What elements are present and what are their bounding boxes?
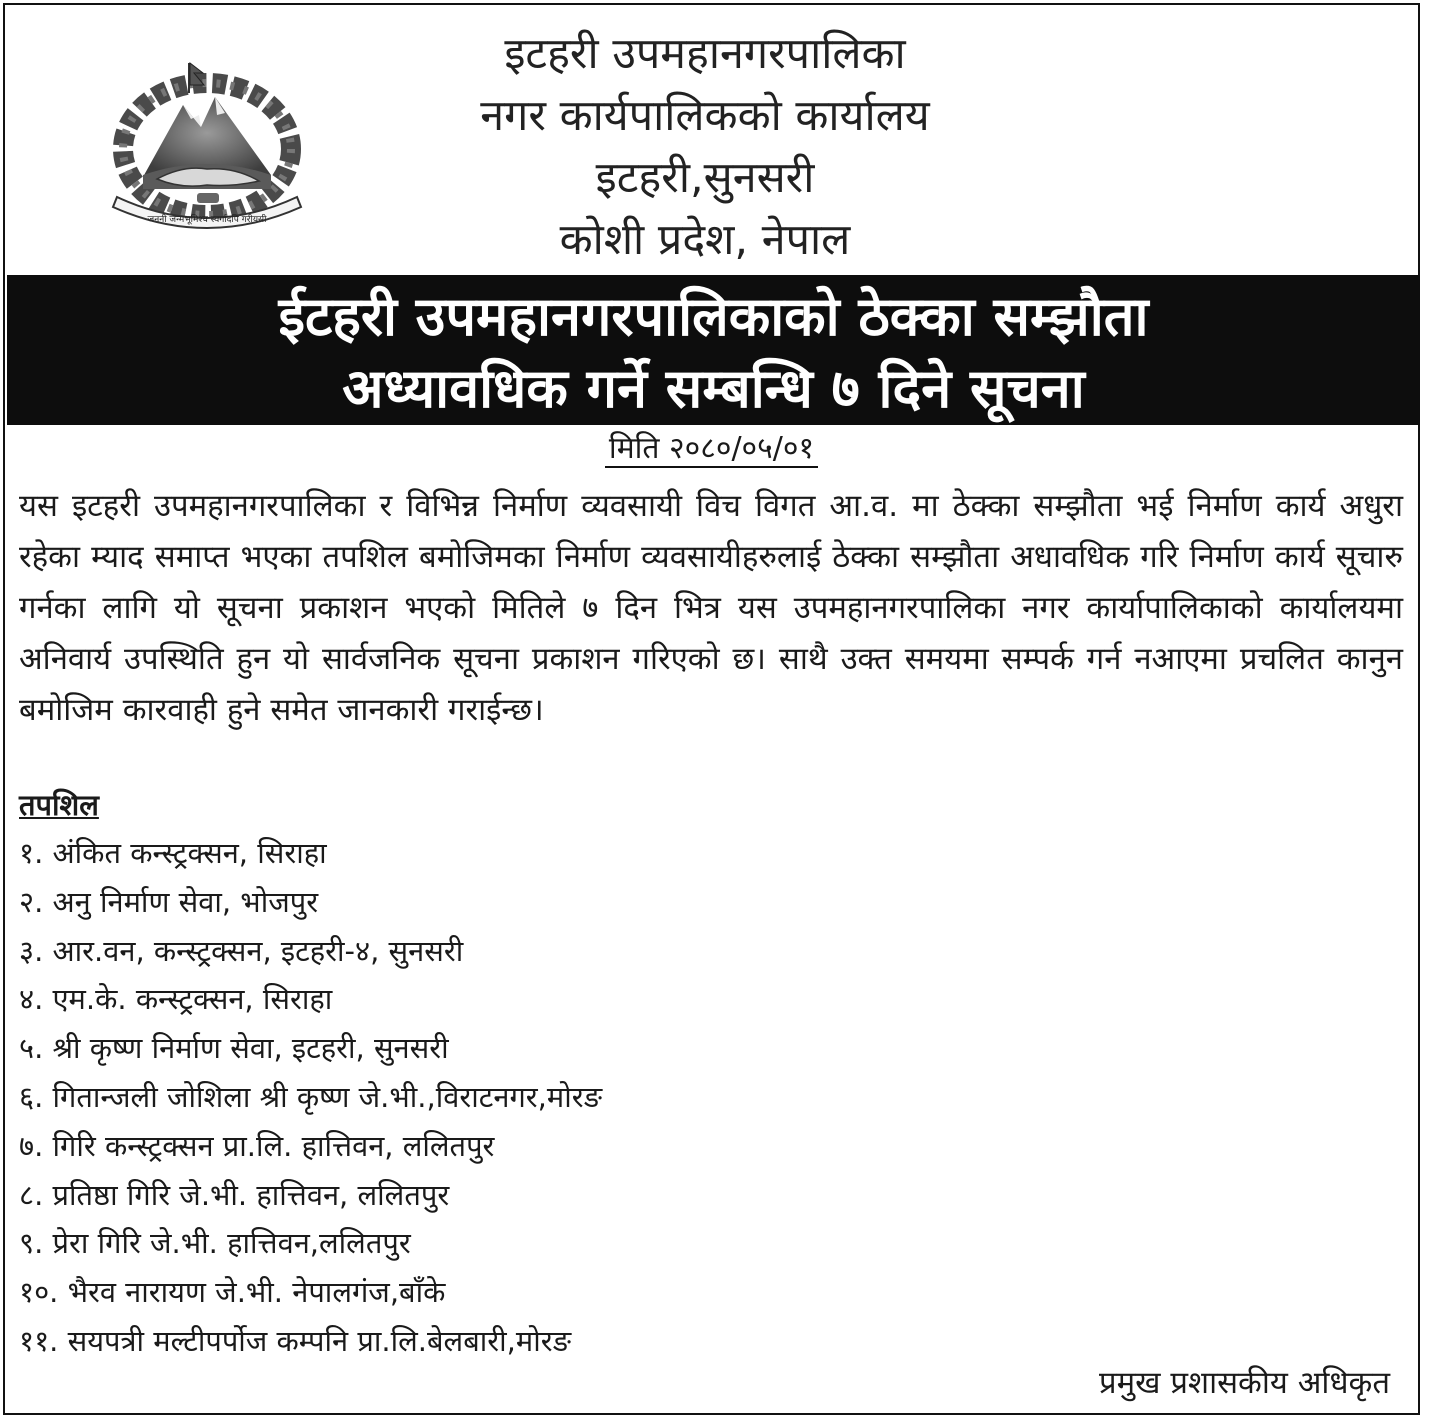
list-item: ११. सयपत्री मल्टीपर्पोज कम्पनि प्रा.लि.बेलबारी,मोरङ: [19, 1323, 572, 1358]
list-title: तपशिल: [19, 788, 99, 822]
notice-date: [5, 429, 1418, 469]
office-province: कोशी प्रदेश, नेपाल: [559, 215, 851, 265]
list-item: ४. एम.के. कन्स्ट्रक्सन, सिराहा: [19, 982, 333, 1017]
notice-title-line2: अध्यावधिक गर्ने सम्बन्धि ७ दिने सूचना: [342, 357, 1085, 420]
notice-date-text: मिति २०८०/०५/०१: [605, 431, 818, 468]
office-location: इटहरी,सुनसरी: [595, 153, 815, 203]
nepal-emblem-icon: [103, 57, 311, 235]
emblem-motto: जननी जन्मभूमिश्च स्वर्गादपि गरीयसी: [147, 215, 267, 225]
list-item: ७. गिरि कन्स्ट्रक्सन प्रा.लि. हात्तिवन, ललितपुर: [19, 1128, 495, 1163]
list-item: ९. प्रेरा गिरि जे.भी. हात्तिवन,ललितपुर: [19, 1226, 411, 1261]
notice-title-line1: ईटहरी उपमहानगरपालिकाको ठेक्का सम्झौता: [278, 285, 1149, 348]
list-item: ८. प्रतिष्ठा गिरि जे.भी. हात्तिवन, ललितपुर: [19, 1177, 450, 1212]
office-department: नगर कार्यपालिकको कार्यालय: [480, 91, 930, 141]
contractor-list: [19, 831, 602, 1368]
notice-body: यस इटहरी उपमहानगरपालिका र विभिन्न निर्माण व्यवसायी विच विगत आ.व. मा ठेक्का सम्झौता भई निर्माण कार्य अधुरा रहेका म्याद समाप्त भएका तपशिल बमोजिमका निर्माण व्यवसायीहरुलाई ठेक्का सम्झौता अधावधिक गरि निर्माण कार्य सूचारु गर्नका लागि यो सूचना प्रकाशन भएको मितिले ७ दिन भित्र यस उपमहानगरपालिका नगर कार्यापालिकाको कार्यालयमा अनिवार्य उपस्थिति हुन यो सार्वजनिक सूचना प्रकाशन गरिएको छ। साथै उक्त समयमा सम्पर्क गर्न नआएमा प्रचलित कानुन बमोजिम कारवाही हुने समेत जानकारी गराईन्छ।: [19, 488, 1403, 728]
list-item: २. अनु निर्माण सेवा, भोजपुर: [19, 884, 319, 919]
list-item: १०. भैरव नारायण जे.भी. नेपालगंज,बाँके: [19, 1275, 446, 1310]
list-item: ६. गितान्जली जोशिला श्री कृष्ण जे.भी.,विराटनगर,मोरङ: [19, 1079, 603, 1114]
notice-title-banner: [7, 275, 1420, 425]
notice-frame: [3, 3, 1420, 1415]
list-item: ३. आर.वन, कन्स्ट्रक्सन, इटहरी-४, सुनसरी: [19, 933, 464, 968]
signatory-title: प्रमुख प्रशासकीय अधिकृत: [1098, 1365, 1390, 1401]
list-item: १. अंकित कन्स्ट्रक्सन, सिराहा: [19, 836, 327, 870]
office-name: इटहरी उपमहानगरपालिका: [504, 29, 906, 79]
office-header: [335, 23, 1075, 271]
list-item: ५. श्री कृष्ण निर्माण सेवा, इटहरी, सुनसरी: [19, 1031, 449, 1066]
